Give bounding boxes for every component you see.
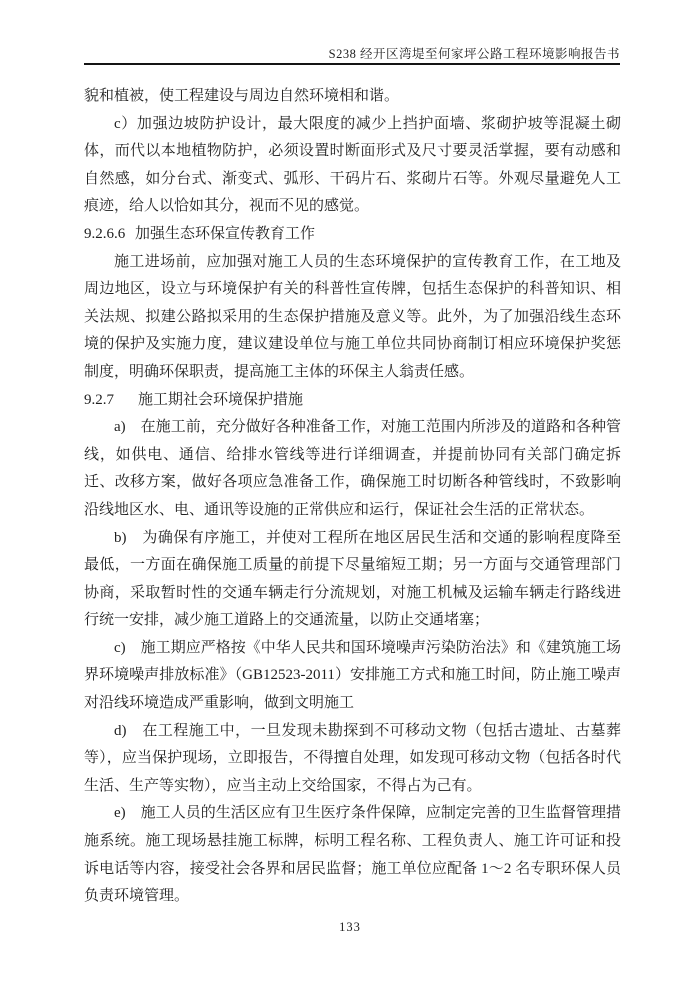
paragraph-item-a: a) 在施工前，充分做好各种准备工作，对施工范围内所涉及的道路和各种管线，如供电、通信、给排水管线等进行详细调查，并提前协同有关部门确定拆迁、改移方案，做好各项应急准备工作，确保施工时切断各种管线时，不致影响沿线地区水、电、通讯等设施的正常供应和运行，保证社会生活的正常状态。 (84, 419, 621, 518)
section-heading-9-2-6-6 (84, 221, 621, 249)
document-header-title: S238 经开区湾堤至何家坪公路工程环境影响报告书 (328, 47, 620, 61)
paragraph-item-b: b) 为确保有序施工，并使对工程所在地区居民生活和交通的影响程度降至最低，一方面在确保施工质量的前提下尽量缩短工期；另一方面与交通管理部门协商，采取暂时性的交通车辆走行分流规划，对施工机械及运输车辆走行路线进行统一安排，减少施工道路上的交通流量，以防止交通堵塞； (84, 529, 621, 629)
section-number: 9.2.7 (84, 391, 114, 408)
paragraph-item-c-slope: c）加强边坡防护设计，最大限度的减少上挡护面墙、浆砌护坡等混凝土砌体，而代以本地植物防护，必须设置时断面形式及尺寸要灵活掌握，要有动感和自然感，如分台式、渐变式、弧形、干码片石、浆砌片石等。外观尽量避免人工痕迹，给人以恰如其分，视而不见的感觉。 (84, 115, 621, 215)
paragraph-eco-education: 施工进场前，应加强对施工人员的生态环境保护的宣传教育工作，在工地及周边地区，设立与环境保护有关的科普性宣传牌，包括生态保护的科普知识、相关法规、拟建公路拟采用的生态保护措施及意义等。此外，为了加强沿线生态环境的保护及实施力度，建议建设单位与施工单位共同协商制订相应环境保护奖惩制度，明确环保职责，提高施工主体的环保主人翁责任感。 (84, 253, 621, 380)
section-heading-9-2-7 (84, 387, 621, 415)
document-body (84, 83, 621, 911)
paragraph-item-d: d) 在工程施工中，一旦发现未勘探到不可移动文物（包括古遗址、古墓葬等），应当保护现场，立即报告，不得擅自处理，如发现可移动文物（包括各时代生活、生产等实物），应当主动上交给国家，不得占为己有。 (84, 722, 621, 794)
section-title: 加强生态环保宣传教育工作 (135, 225, 316, 242)
paragraph-continuation: 貌和植被，使工程建设与周边自然环境相和谐。 (84, 88, 400, 104)
section-title: 施工期社会环境保护措施 (138, 391, 304, 408)
paragraph-item-e: e) 施工人员的生活区应有卫生医疗条件保障，应制定完善的卫生监督管理措施系统。施工现场悬挂施工标牌，标明工程名称、工程负责人、施工许可证和投诉电话等内容，接受社会各界和居民监督；施工单位应配备 1～2 名专职环保人员负责环境管理。 (84, 805, 621, 905)
page-number: 133 (339, 920, 361, 934)
header-rule (84, 63, 620, 65)
section-number: 9.2.6.6 (84, 225, 126, 242)
paragraph-item-c-noise: c) 施工期应严格按《中华人民共和国环境噪声污染防治法》和《建筑施工场界环境噪声排放标准》（GB12523-2011）安排施工方式和施工时间，防止施工噪声对沿线环境造成严重影响，做到文明施工 (84, 639, 621, 712)
